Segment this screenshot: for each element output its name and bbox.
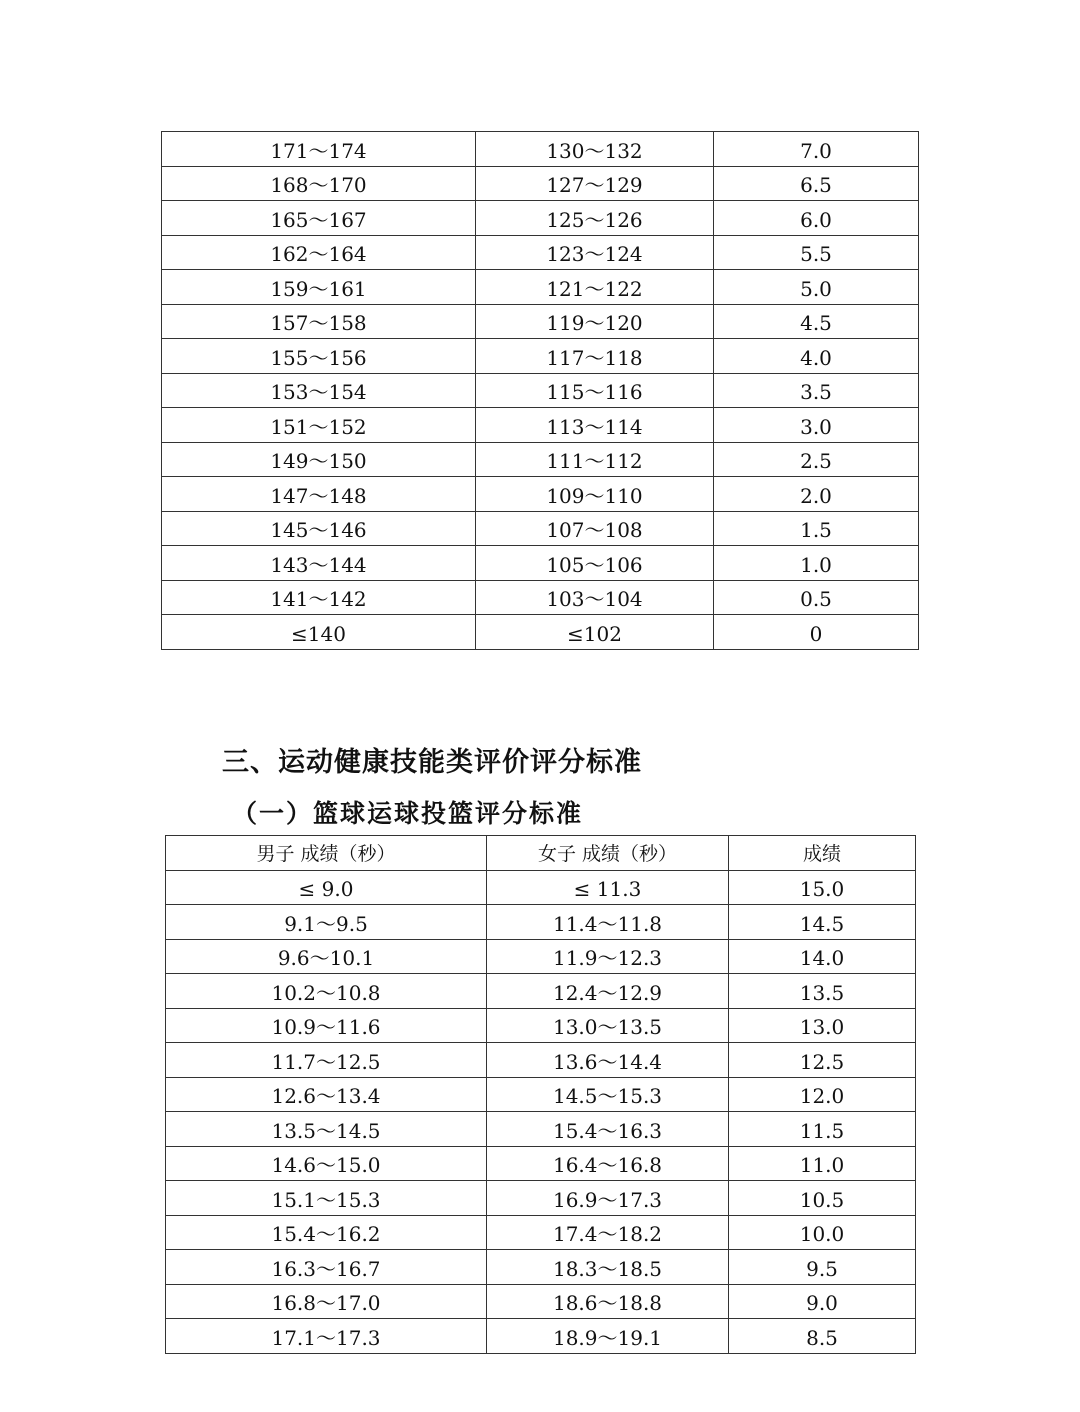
- table-row: [166, 1215, 916, 1250]
- male-result-cell: 159～161: [162, 270, 476, 305]
- female-result-cell: 103～104: [476, 580, 714, 615]
- score-cell: 15.0: [729, 870, 916, 905]
- score-cell: 3.0: [714, 408, 919, 443]
- male-result-cell: 157～158: [162, 304, 476, 339]
- female-result-cell: 111～112: [476, 442, 714, 477]
- score-cell: 11.0: [729, 1146, 916, 1181]
- female-result-cell: ≤102: [476, 615, 714, 650]
- table-row: [162, 546, 919, 581]
- female-result-cell: 107～108: [476, 511, 714, 546]
- score-cell: 5.5: [714, 235, 919, 270]
- score-cell: 0.5: [714, 580, 919, 615]
- score-table-continued: [161, 131, 919, 650]
- score-cell: 6.5: [714, 166, 919, 201]
- female-result-cell: 16.9～17.3: [487, 1181, 729, 1216]
- table-row: [162, 580, 919, 615]
- table-row: [166, 974, 916, 1009]
- male-result-cell: ≤140: [162, 615, 476, 650]
- male-result-cell: 147～148: [162, 477, 476, 512]
- male-result-cell: 16.8～17.0: [166, 1284, 487, 1319]
- male-result-cell: 16.3～16.7: [166, 1250, 487, 1285]
- male-result-cell: 145～146: [162, 511, 476, 546]
- score-cell: 10.5: [729, 1181, 916, 1216]
- female-result-cell: ≤ 11.3: [487, 870, 729, 905]
- score-cell: 14.0: [729, 939, 916, 974]
- table-header-row: [166, 836, 916, 871]
- basketball-subheading: （一）篮球运球投篮评分标准: [232, 799, 584, 828]
- male-result-cell: 149～150: [162, 442, 476, 477]
- male-result-cell: 162～164: [162, 235, 476, 270]
- male-result-cell: 151～152: [162, 408, 476, 443]
- table-row: [162, 132, 919, 167]
- female-result-cell: 17.4～18.2: [487, 1215, 729, 1250]
- male-result-cell: 12.6～13.4: [166, 1077, 487, 1112]
- score-cell: 9.5: [729, 1250, 916, 1285]
- table-row: [162, 201, 919, 236]
- score-cell: 4.5: [714, 304, 919, 339]
- score-cell: 0: [714, 615, 919, 650]
- male-result-cell: 14.6～15.0: [166, 1146, 487, 1181]
- female-result-cell: 16.4～16.8: [487, 1146, 729, 1181]
- female-result-cell: 121～122: [476, 270, 714, 305]
- female-result-cell: 13.6～14.4: [487, 1043, 729, 1078]
- score-cell: 12.5: [729, 1043, 916, 1078]
- table-row: [162, 615, 919, 650]
- table-row: [166, 939, 916, 974]
- table-row: [162, 477, 919, 512]
- table-row: [166, 1112, 916, 1147]
- score-cell: 2.5: [714, 442, 919, 477]
- male-result-cell: 9.1～9.5: [166, 905, 487, 940]
- female-result-cell: 15.4～16.3: [487, 1112, 729, 1147]
- table-row: [166, 1008, 916, 1043]
- female-result-cell: 109～110: [476, 477, 714, 512]
- male-result-cell: 171～174: [162, 132, 476, 167]
- score-cell: 8.5: [729, 1319, 916, 1354]
- table-row: [166, 1077, 916, 1112]
- score-cell: 12.0: [729, 1077, 916, 1112]
- female-result-cell: 11.4～11.8: [487, 905, 729, 940]
- score-cell: 1.5: [714, 511, 919, 546]
- male-result-cell: 10.9～11.6: [166, 1008, 487, 1043]
- male-result-cell: 17.1～17.3: [166, 1319, 487, 1354]
- female-result-cell: 123～124: [476, 235, 714, 270]
- table-row: [162, 166, 919, 201]
- score-cell: 13.5: [729, 974, 916, 1009]
- table-row: [166, 1250, 916, 1285]
- male-result-cell: 153～154: [162, 373, 476, 408]
- score-cell: 1.0: [714, 546, 919, 581]
- female-result-cell: 18.3～18.5: [487, 1250, 729, 1285]
- male-result-cell: 168～170: [162, 166, 476, 201]
- male-result-cell: 10.2～10.8: [166, 974, 487, 1009]
- male-result-cell: 11.7～12.5: [166, 1043, 487, 1078]
- male-result-cell: 165～167: [162, 201, 476, 236]
- table-row: [166, 1319, 916, 1354]
- female-result-cell: 105～106: [476, 546, 714, 581]
- score-cell: 13.0: [729, 1008, 916, 1043]
- female-result-cell: 117～118: [476, 339, 714, 374]
- table-row: [162, 270, 919, 305]
- male-result-cell: 143～144: [162, 546, 476, 581]
- table-row: [166, 1146, 916, 1181]
- section-heading: 三、运动健康技能类评价评分标准: [222, 747, 642, 778]
- female-result-cell: 12.4～12.9: [487, 974, 729, 1009]
- table-row: [162, 373, 919, 408]
- female-result-cell: 113～114: [476, 408, 714, 443]
- male-result-cell: 13.5～14.5: [166, 1112, 487, 1147]
- female-result-cell: 18.6～18.8: [487, 1284, 729, 1319]
- table-row: [162, 511, 919, 546]
- score-cell: 3.5: [714, 373, 919, 408]
- table-row: [162, 235, 919, 270]
- score-cell: 4.0: [714, 339, 919, 374]
- table-row: [166, 1181, 916, 1216]
- table-row: [166, 905, 916, 940]
- table-row: [162, 304, 919, 339]
- female-time-header: 女子 成绩（秒）: [487, 836, 729, 871]
- male-result-cell: ≤ 9.0: [166, 870, 487, 905]
- male-time-header: 男子 成绩（秒）: [166, 836, 487, 871]
- female-result-cell: 125～126: [476, 201, 714, 236]
- male-result-cell: 155～156: [162, 339, 476, 374]
- table-row: [166, 870, 916, 905]
- score-cell: 9.0: [729, 1284, 916, 1319]
- score-cell: 6.0: [714, 201, 919, 236]
- table-row: [162, 339, 919, 374]
- score-cell: 11.5: [729, 1112, 916, 1147]
- female-result-cell: 18.9～19.1: [487, 1319, 729, 1354]
- basketball-score-table-body: [166, 870, 916, 1353]
- score-cell: 10.0: [729, 1215, 916, 1250]
- female-result-cell: 13.0～13.5: [487, 1008, 729, 1043]
- female-result-cell: 119～120: [476, 304, 714, 339]
- female-result-cell: 11.9～12.3: [487, 939, 729, 974]
- female-result-cell: 14.5～15.3: [487, 1077, 729, 1112]
- score-cell: 14.5: [729, 905, 916, 940]
- table-row: [166, 1284, 916, 1319]
- female-result-cell: 130～132: [476, 132, 714, 167]
- score-table-continued-body: [162, 132, 919, 650]
- female-result-cell: 127～129: [476, 166, 714, 201]
- male-result-cell: 141～142: [162, 580, 476, 615]
- score-cell: 7.0: [714, 132, 919, 167]
- score-cell: 5.0: [714, 270, 919, 305]
- table-row: [162, 408, 919, 443]
- score-cell: 2.0: [714, 477, 919, 512]
- male-result-cell: 15.1～15.3: [166, 1181, 487, 1216]
- male-result-cell: 15.4～16.2: [166, 1215, 487, 1250]
- score-header: 成绩: [729, 836, 916, 871]
- male-result-cell: 9.6～10.1: [166, 939, 487, 974]
- table-row: [162, 442, 919, 477]
- female-result-cell: 115～116: [476, 373, 714, 408]
- basketball-dribble-shoot-score-table: [165, 835, 916, 1354]
- table-row: [166, 1043, 916, 1078]
